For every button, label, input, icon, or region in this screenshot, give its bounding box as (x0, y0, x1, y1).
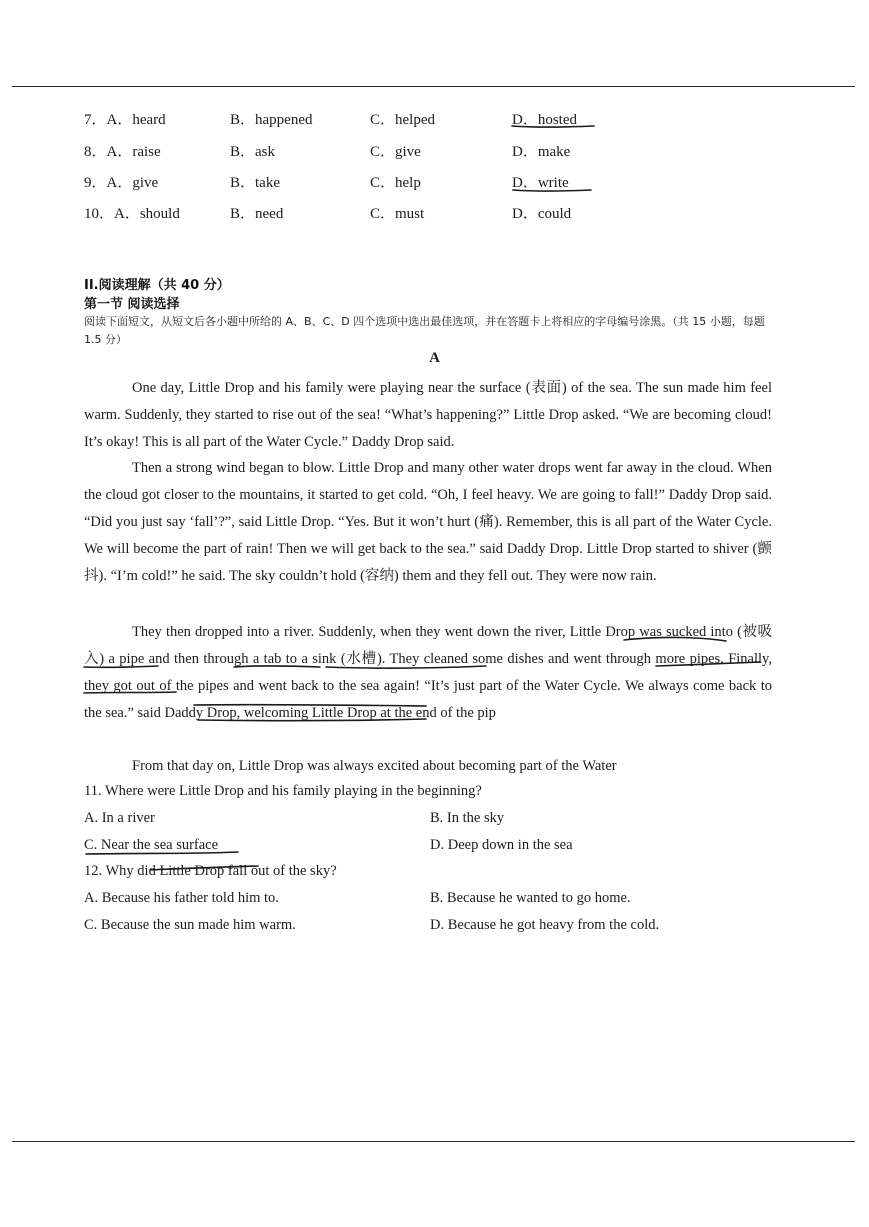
passage-paragraph-1: One day, Little Drop and his family were playing near the surface (表面) of the sea. The sun made him feel warm. Suddenly, they started to rise out of the sea! “What’s happening?” Little Drop asked. “We are becoming cloud! It’s okay! This is all part of the Water Cycle.” Daddy Drop said. (84, 380, 772, 450)
section-subtitle: 第一节 阅读选择 (84, 297, 180, 312)
passage-paragraph-4: From that day on, Little Drop was always excited about becoming part of the Water (132, 758, 617, 774)
question-12-stem: 12. Why did Little Drop fall out of the sky? (84, 863, 337, 879)
option-text: 9．A．give (84, 175, 159, 191)
question-12-option-b: B. Because he wanted to go home. (430, 890, 631, 906)
option-text: D．could (512, 206, 572, 222)
option-text: B．need (230, 206, 284, 222)
section-title: II.阅读理解（共 40 分） (84, 278, 230, 293)
option-text: D．make (512, 144, 571, 160)
question-11-option-d: D. Deep down in the sea (430, 837, 573, 853)
option-text: B．take (230, 175, 280, 191)
option-text: 7．A．heard (84, 112, 166, 128)
option-text: C．give (370, 144, 421, 160)
option-text: C．must (370, 206, 425, 222)
bottom-rule (12, 1141, 855, 1142)
question-11-option-b: B. In the sky (430, 810, 505, 826)
option-text: 10．A．should (84, 206, 180, 222)
section-instructions: 阅读下面短文，从短文后各小题中所给的 A、B、C、D 四个选项中选出最佳选项，并在答题卡上将相应的字母编号涂黑。（共 15 小题，每题 1.5 分） (84, 315, 765, 346)
question-11-option-c: C. Near the sea surface (84, 837, 219, 853)
option-text: D．write (512, 175, 569, 191)
option-text: B．ask (230, 144, 276, 160)
question-12-option-c: C. Because the sun made him warm. (84, 917, 296, 933)
passage-title: A (429, 350, 440, 366)
question-11-stem: 11. Where were Little Drop and his family playing in the beginning? (84, 783, 482, 799)
option-text: B．happened (230, 112, 313, 128)
option-text: C．helped (370, 112, 435, 128)
question-12-option-d: D. Because he got heavy from the cold. (430, 917, 660, 933)
option-text: D．hosted (512, 112, 577, 128)
question-11-option-a: A. In a river (84, 810, 155, 826)
question-12-option-a: A. Because his father told him to. (84, 890, 279, 906)
top-rule (12, 86, 855, 87)
option-text: 8．A．raise (84, 144, 161, 160)
option-text: C．help (370, 175, 421, 191)
passage-paragraph-2: Then a strong wind began to blow. Little Drop and many other water drops went far away in the cloud. When the cloud got closer to the mountains, it started to get cold. “Oh, I feel heavy. We are going to fall!” Daddy Drop said. “Did you just say ‘fall’?”, said Little Drop. “Yes. But it won’t hurt (痛). Remember, this is all part of the Water Cycle. We will become the part of rain! Then we will get back to the sea.” said Daddy Drop. Little Drop started to shiver (颤抖). “I’m cold!” he said. The sky couldn’t hold (容纳) them and they fell out. They were now rain. (84, 460, 772, 584)
passage-paragraph-3: They then dropped into a river. Suddenly, when they went down the river, Little Drop was sucked into (被吸入) a pipe and then through a tab to a sink (水槽). They cleaned some dishes and went through more pipes. Finally, they got out of the pipes and went back to the sea again! “It’s just part of the Water Cycle. We always come back to the sea.” said Daddy Drop, welcoming Little Drop at the end of the pip (84, 624, 772, 721)
